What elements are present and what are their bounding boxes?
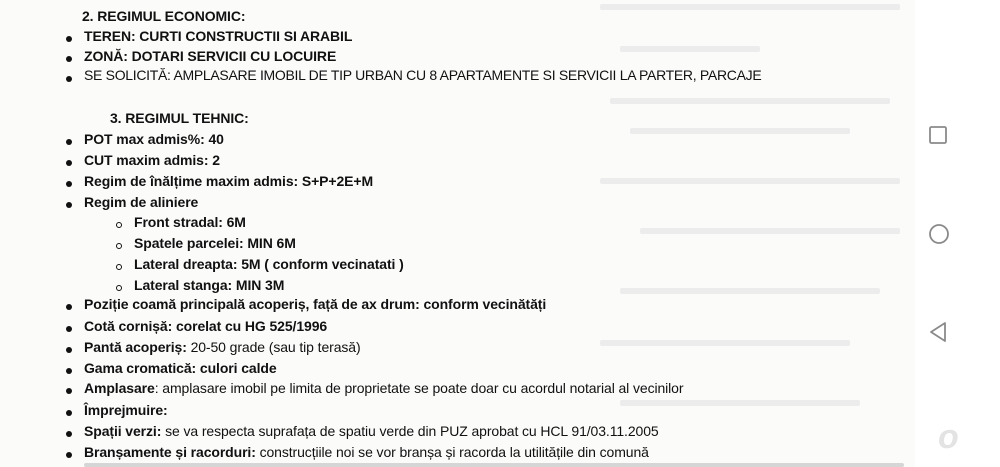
bullet (66, 160, 72, 166)
bullet (66, 181, 72, 187)
watermark-text: o (938, 418, 959, 456)
bullet (66, 76, 72, 82)
item-value: 20-50 grade (sau tip terasă) (190, 339, 361, 355)
sub-bullet (116, 222, 122, 228)
sub-item-front-stradal: Front stradal: 6M (134, 214, 246, 230)
bullet (66, 56, 72, 62)
sub-bullet (116, 285, 122, 291)
bleed-through-line (630, 128, 850, 134)
list-item-se-solicita: SE SOLICITĂ: AMPLASARE IMOBIL DE TIP URBAN CU 8 APARTAMENTE SI SERVICII LA PARTER, PARCAJE (84, 67, 762, 83)
list-item-bransamente (84, 444, 649, 460)
bleed-through-line (600, 178, 900, 184)
list-item-regim-aliniere: Regim de aliniere (84, 194, 199, 210)
bullet (66, 326, 72, 332)
item-label: Cotă cornișă: (84, 318, 176, 334)
cut-off-line (84, 463, 904, 467)
list-item-teren: TEREN: CURTI CONSTRUCTII SI ARABIL (84, 28, 353, 44)
bullet (66, 202, 72, 208)
item-label: Spații verzi: (84, 423, 162, 439)
list-item-zona: ZONĂ: DOTARI SERVICII CU LOCUIRE (84, 48, 337, 64)
square-recents-icon-svg (927, 124, 949, 146)
list-item-regim-inaltime: Regim de înălțime maxim admis: S+P+2E+M (84, 173, 374, 189)
circle-home-icon[interactable] (927, 222, 951, 251)
bullet (66, 36, 72, 42)
list-item-gama-cromatica (84, 360, 277, 376)
list-item-pot: POT max admis%: 40 (84, 131, 224, 147)
list-item-imprejmuire: Împrejmuire: (84, 402, 168, 418)
bullet (66, 304, 72, 310)
bleed-through-line (620, 400, 860, 406)
bleed-through-line (600, 4, 900, 10)
item-value: : amplasare imobil pe limita de proprietate se poate doar cu acordul notarial al vecinilor (154, 380, 684, 396)
item-value: se va respecta suprafața de spatiu verde din PUZ aprobat cu HCL 91/03.11.2005 (161, 423, 659, 439)
sub-item-spatele-parcelei: Spatele parcelei: MIN 6M (134, 235, 296, 251)
list-item-spatii-verzi (84, 423, 659, 439)
list-item-cota-cornisa (84, 318, 327, 334)
bleed-through-line (640, 228, 900, 234)
item-label: Pantă acoperiș: (84, 339, 191, 355)
bullet (66, 347, 72, 353)
item-label: Branșamente și racorduri: (84, 444, 256, 460)
bullet (66, 388, 72, 394)
item-label: Amplasare (84, 380, 155, 396)
bleed-through-line (620, 288, 880, 294)
section-title-economic: 2. REGIMUL ECONOMIC: (82, 8, 246, 24)
bullet (66, 452, 72, 458)
triangle-back-icon[interactable] (927, 320, 949, 349)
sub-bullet (116, 264, 122, 270)
circle-home-icon-svg (927, 222, 951, 246)
list-item-pozitie-coama: Poziție coamă principală acoperiș, față de ax drum: conform vecinătăți (84, 296, 547, 312)
bullet (66, 139, 72, 145)
triangle-back-icon-svg (927, 320, 949, 344)
item-value: culori calde (199, 360, 277, 376)
item-value: construcțiile noi se vor branșa și racorda la utilitățile din comună (255, 444, 649, 460)
sub-bullet (116, 243, 122, 249)
bullet (66, 410, 72, 416)
sub-item-lateral-stanga: Lateral stanga: MIN 3M (134, 277, 285, 293)
section-title-technic: 3. REGIMUL TEHNIC: (110, 110, 249, 126)
list-item-amplasare (84, 380, 683, 396)
square-recents-icon[interactable] (927, 124, 949, 151)
list-item-panta-acoperis (84, 339, 361, 355)
bleed-through-line (610, 98, 890, 104)
list-item-cut: CUT maxim admis: 2 (84, 152, 220, 168)
bleed-through-line (600, 340, 850, 346)
bullet (66, 431, 72, 437)
bleed-through-line (620, 46, 760, 52)
bullet (66, 368, 72, 374)
item-label: Gama cromatică: (84, 360, 200, 376)
sub-item-lateral-dreapta: Lateral dreapta: 5M ( conform vecinatati ) (134, 256, 404, 272)
item-value: corelat cu HG 525/1996 (175, 318, 328, 334)
